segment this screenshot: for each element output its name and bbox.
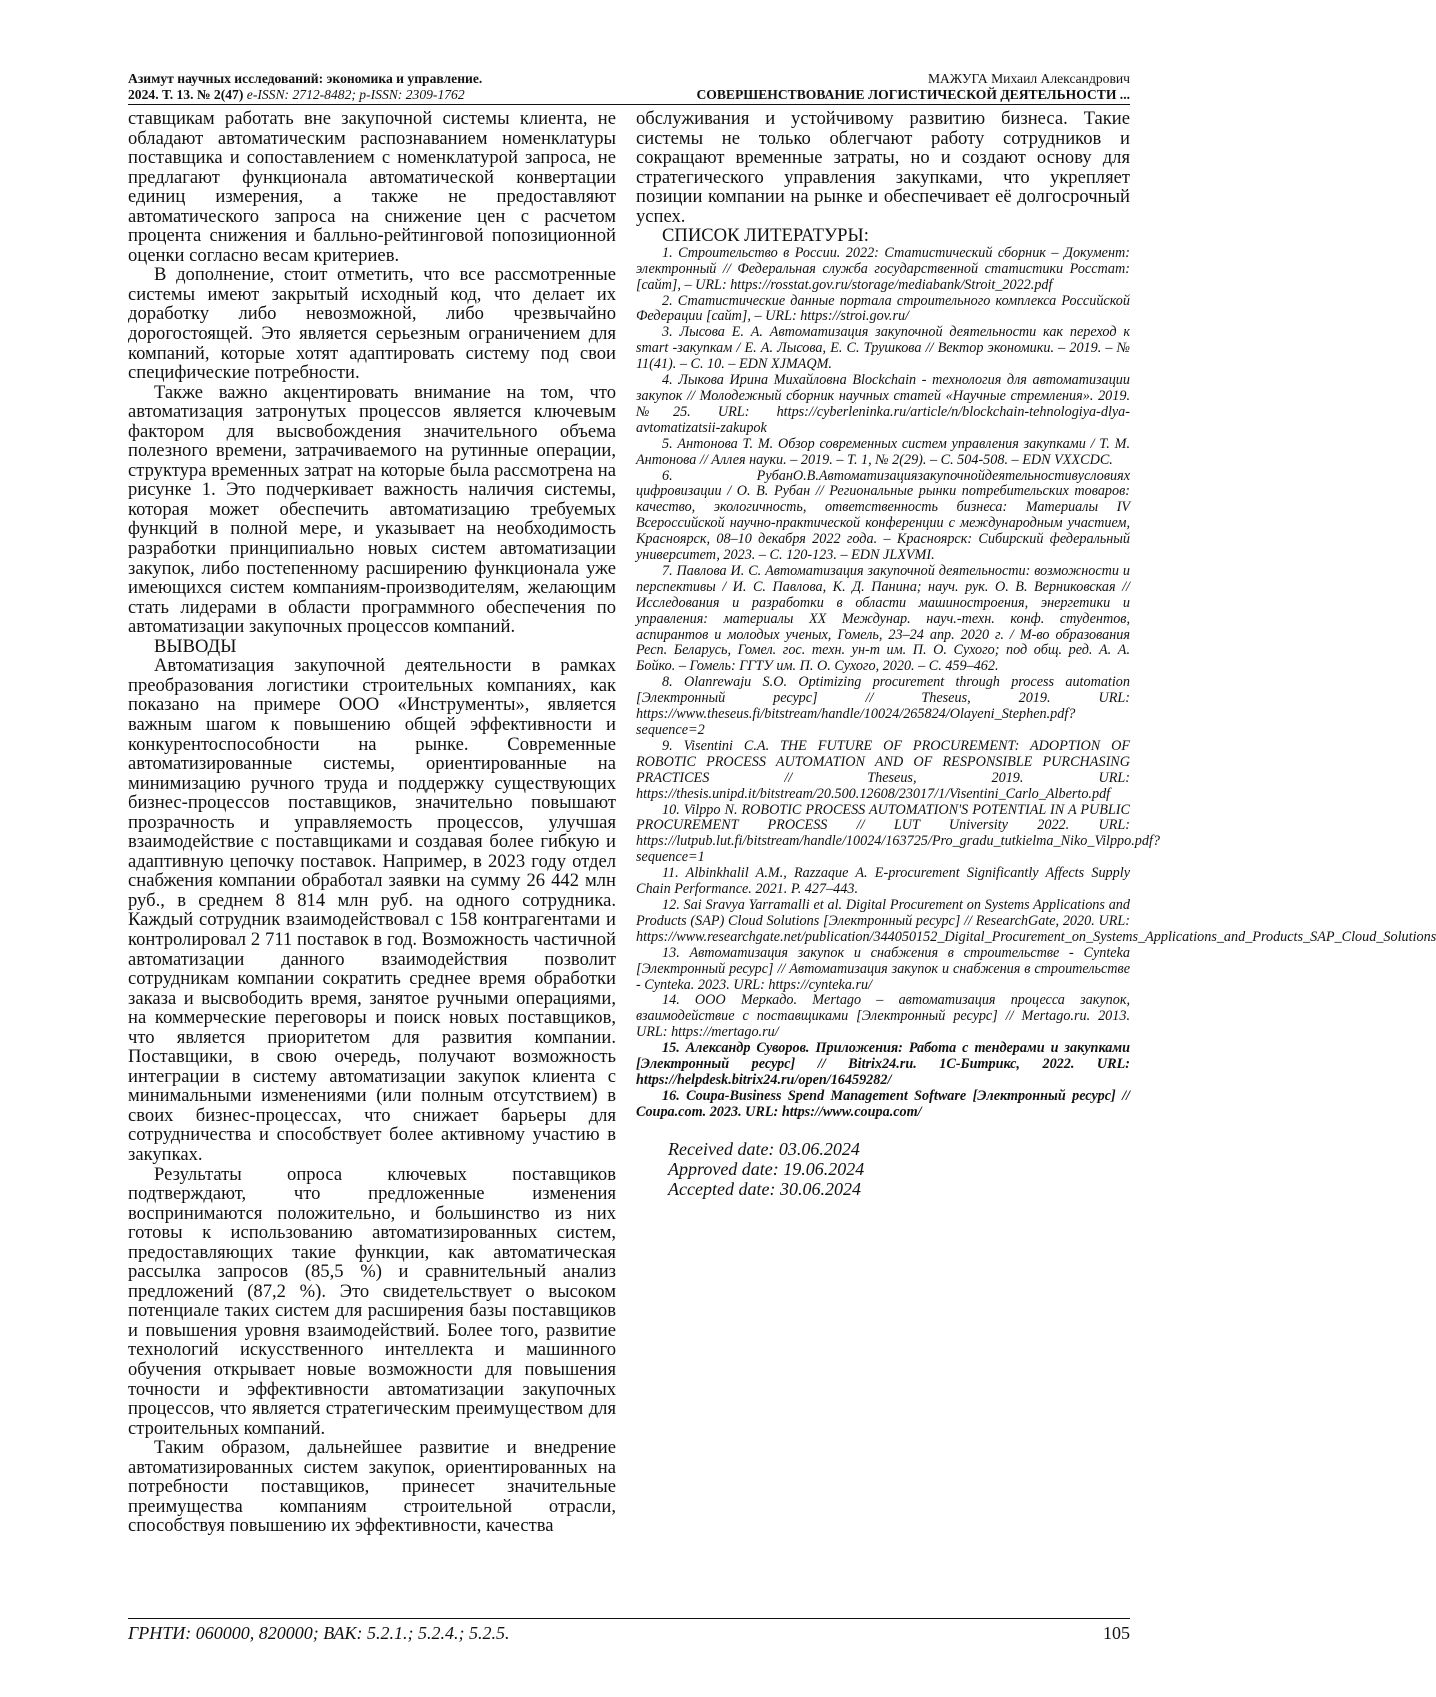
reference-item: 7. Павлова И. С. Автоматизация закупочной деятельности: возможности и перспективы / И. С. Павлова, К. Д. Панина; науч. рук. О. В. Верниковская // Исследования и разработки в области машиностроения, энергетики и управления: материалы XX Междунар. науч.-техн. конф. студентов, аспирантов и молодых ученых, Гомель, 23–24 апр. 2020 г. / М-во образования Респ. Беларусь, Гомел. гос. техн. ун-т им. П. О. Сухого; под общ. ред. А. А. Бойко. – Гомель: ГГТУ им. П. О. Сухого, 2020. – С. 459–462. [636, 562, 1130, 675]
journal-issn: e-ISSN: 2712-8482; p-ISSN: 2309-1762 [246, 87, 465, 102]
reference-item: 1. Строительство в России. 2022: Статистический сборник – Документ: электронный // Федеральная служба государственной статистики Росстат: [сайт], – URL: https://rosstat.gov.ru/storage/mediabank/Stroit_2022.pdf [636, 244, 1130, 293]
journal-title: Азимут научных исследований: экономика и управление. [128, 71, 483, 86]
paragraph: Автоматизация закупочной деятельности в рамках преобразования логистики строительных компаниях, как показано на примере ООО «Инструменты», является важным шагом к повышению общей эффективности и конкурентоспособности на рынке. Современные автоматизированные системы, ориентированные на минимизацию ручного труда и поддержку существующих бизнес-процессов поставщиков, значительно повышают прозрачность и управляемость процессов, улучшая взаимодействие с поставщиками и создавая более гибкую и адаптивную цепочку поставок. Например, в 2023 году отдел снабжения компании обработал заявки на сумму 26 442 млн руб., в среднем 8 814 млн руб. на одного сотрудника. Каждый сотрудник взаимодействовал с 158 контрагентами и контролировал 2 711 поставок в год. Возможность частичной автоматизации данного взаимодействия позволит сотрудникам компании сократить среднее время обработки заказа и высвободить время, занятое ручными операциями, на коммерческие переговоры и поиск новых поставщиков, что является приоритетом для развития компании. Поставщики, в свою очередь, получают возможность интеграции в систему автоматизации закупок клиента с минимальными изменениями (или полным отсутствием) в своих бизнес-процессах, что снижает барьеры для сотрудничества и способствует более активному участию в закупках. [128, 655, 616, 1165]
reference-item: 13. Автоматизация закупок и снабжения в строительстве - Cynteka [Электронный ресурс] // Автоматизация закупок и снабжения в строительстве - Cynteka. 2023. URL: https://cynteka.ru/ [636, 944, 1130, 993]
footer-classification: ГРНТИ: 060000, 820000; ВАК: 5.2.1.; 5.2.4.; 5.2.5. [128, 1623, 510, 1643]
received-date: Received date: 03.06.2024 [668, 1138, 860, 1159]
reference-item: 8. Olanrewaju S.O. Optimizing procurement through process automation [Электронный ресурс] // Theseus, 2019. URL: https://www.theseus.fi/bitstream/handle/10024/265824/Olayeni_Stephen.pdf?sequence=2 [636, 674, 1130, 739]
article-dates [636, 1139, 1130, 1199]
reference-item: 9. Visentini C.A. THE FUTURE OF PROCUREMENT: ADOPTION OF ROBOTIC PROCESS AUTOMATION AND OF RESPONSIBLE PURCHASING PRACTICES // Theseus, 2019. URL: https://thesis.unipd.it/bitstream/20.500.12608/23017/1/Visentini_Carlo_Alberto.pdf [636, 737, 1130, 802]
reference-item: 12. Sai Sravya Yarramalli et al. Digital Procurement on Systems Applications and Products (SAP) Cloud Solutions [Электронный ресурс] // ResearchGate, 2020. URL: https://www.researchgate.net/publication/344050152_Digital_Procurement_on_Systems_Applications_and_Products_SAP_Cloud_Solutions [636, 896, 1436, 945]
paragraph: В дополнение, стоит отметить, что все рассмотренные системы имеют закрытый исходный код, что делает их доработку либо невозможной, либо чрезвычайно дорогостоящей. Это является серьезным ограничением для компаний, которые хотят адаптировать систему под свои специфические потребности. [128, 264, 616, 384]
reference-item: 2. Статистические данные портала строительного комплекса Российской Федерации [сайт], – URL: https://stroi.gov.ru/ [636, 292, 1130, 325]
paragraph: Таким образом, дальнейшее развитие и внедрение автоматизированных систем закупок, ориентированных на потребности поставщиков, принесет значительные преимущества компаниям строительной отрасли, способствуя повышению их эффективности, качества [128, 1437, 616, 1537]
reference-item: 15. Александр Суворов. Приложения: Работа с тендерами и закупками [Электронный ресурс] // Bitrix24.ru. 1С-Битрикс, 2022. URL: https://helpdesk.bitrix24.ru/open/16459282/ [636, 1040, 1130, 1088]
reference-item: 4. Лыкова Ирина Михайловна Blockchain - технология для автоматизации закупок // Молодежный сборник научных статей «Научные стремления». 2019. №25. URL: https://cyberleninka.ru/article/n/blockchain-tehnologiya-dlya-avtomatizatsii-zakupok [636, 372, 1130, 436]
approved-date: Approved date: 19.06.2024 [668, 1158, 865, 1179]
reference-item: 14. ООО Меркадо. Mertago – автоматизация процесса закупок, взаимодействие с поставщиками [Электронный ресурс] // Mertago.ru. 2013. URL: https://mertago.ru/ [636, 992, 1130, 1041]
article-author: МАЖУГА Михаил Александрович [927, 71, 1130, 86]
running-header-journal [128, 71, 598, 103]
references-heading: СПИСОК ЛИТЕРАТУРЫ: [662, 225, 869, 247]
reference-item: 16. Coupa-Business Spend Management Software [Электронный ресурс] // Coupa.com. 2023. URL: https://www.coupa.com/ [636, 1087, 1130, 1120]
reference-item: 11. Albinkhalil A.M., Razzaque A. E-procurement Significantly Affects Supply Chain Performance. 2021. P. 427–443. [636, 865, 1130, 898]
reference-item: 5. Антонова Т. М. Обзор современных систем управления закупками / Т. М. Антонова // Аллея науки. – 2019. – Т. 1, № 2(29). – С. 504-508. – EDN VXXCDC. [636, 435, 1130, 468]
page-number: 105 [1103, 1623, 1130, 1643]
paragraph: ставщикам работать вне закупочной системы клиента, не обладают автоматическим распознаванием номенклатуры поставщика и сопоставлением с номенклатурой запроса, не предлагают функционала автоматической конвертации единиц измерения, а также не предоставляют автоматического запроса на снижение цен с расчетом процента снижения и балльно-рейтинговой попозиционной оценки согласно весам критериев. [128, 108, 616, 266]
journal-issue: 2024. Т. 13. № 2(47) [128, 87, 244, 102]
reference-item: 6. РубанО.В.Автоматизациязакупочнойдеятельностивусловиях цифровизации / О. В. Рубан // Региональные рынки потребительских товаров: качество, экологичность, ответственность бизнеса: Материалы IV Всероссийской научно-практической конференции с международным участием, Красноярск, 08–10 декабря 2022 года. – Красноярск: Сибирский федеральный университет, 2023. – С. 120-123. – EDN JLXVMI. [636, 467, 1130, 564]
header-rule [128, 104, 1130, 105]
reference-item: 10. Vilppo N. ROBOTIC PROCESS AUTOMATION'S POTENTIAL IN A PUBLIC PROCUREMENT PROCESS // LUT University 2022. URL: https://lutpub.lut.fi/bitstream/handle/10024/163725/Pro_gradu_tutkielma_Niko_Vilppo.pdf?sequence=1 [636, 801, 1161, 866]
paragraph: Результаты опроса ключевых поставщиков подтверждают, что предложенные изменения воспринимаются положительно, и большинство из них готовы к использованию автоматизированных систем, предоставляющих такие функции, как автоматическая рассылка запросов (85,5 %) и сравнительный анализ предложений (87,2 %). Это свидетельствует о высоком потенциале таких систем для расширения базы поставщиков и повышения уровня взаимодействий. Более того, развитие технологий искусственного интеллекта и машинного обучения открывает новые возможности для повышения точности и эффективности автоматизации закупочных процессов, что является стратегическим преимуществом для строительных компаний. [128, 1163, 616, 1439]
footer-rule [128, 1618, 1130, 1619]
paragraph: Также важно акцентировать внимание на том, что автоматизация затронутых процессов является ключевым фактором для высвобождения значительного объема полезного времени, затрачиваемого на рутинные операции, структура временных затрат на которые была рассмотрена на рисунке 1. Это подчеркивает важность наличия системы, которая может обеспечить автоматизацию требуемых функций в полной мере, и указывает на необходимость разработки принципиально новых систем автоматизации закупок, либо постепенному расширению функционала уже имеющихся систем компаниям-производителям, желающим стать лидерами в области программного обеспечения по автоматизации закупочных процессов компаний. [128, 381, 616, 638]
running-header-article [600, 71, 1130, 103]
accepted-date: Accepted date: 30.06.2024 [668, 1178, 861, 1199]
section-heading-conclusions: ВЫВОДЫ [154, 635, 237, 657]
right-column [636, 108, 1436, 1199]
reference-list [636, 244, 1436, 1121]
left-column [128, 109, 616, 1536]
article-title: СОВЕРШЕНСТВОВАНИЕ ЛОГИСТИЧЕСКОЙ ДЕЯТЕЛЬНОСТИ ... [696, 87, 1130, 102]
paragraph: обслуживания и устойчивому развитию бизнеса. Такие системы не только облегчают работу сотрудников и сокращают временные затраты, но и создают основу для стратегического управления закупками, что укрепляет позиции компании на рынке и обеспечивает её долгосрочный успех. [636, 108, 1130, 227]
reference-item: 3. Лысова Е. А. Автоматизация закупочной деятельности как переход к smart -закупкам / Е. А. Лысова, Е. С. Трушкова // Вектор экономики. – 2019. – № 11(41). – С. 10. – EDN XJMAQM. [636, 324, 1130, 373]
